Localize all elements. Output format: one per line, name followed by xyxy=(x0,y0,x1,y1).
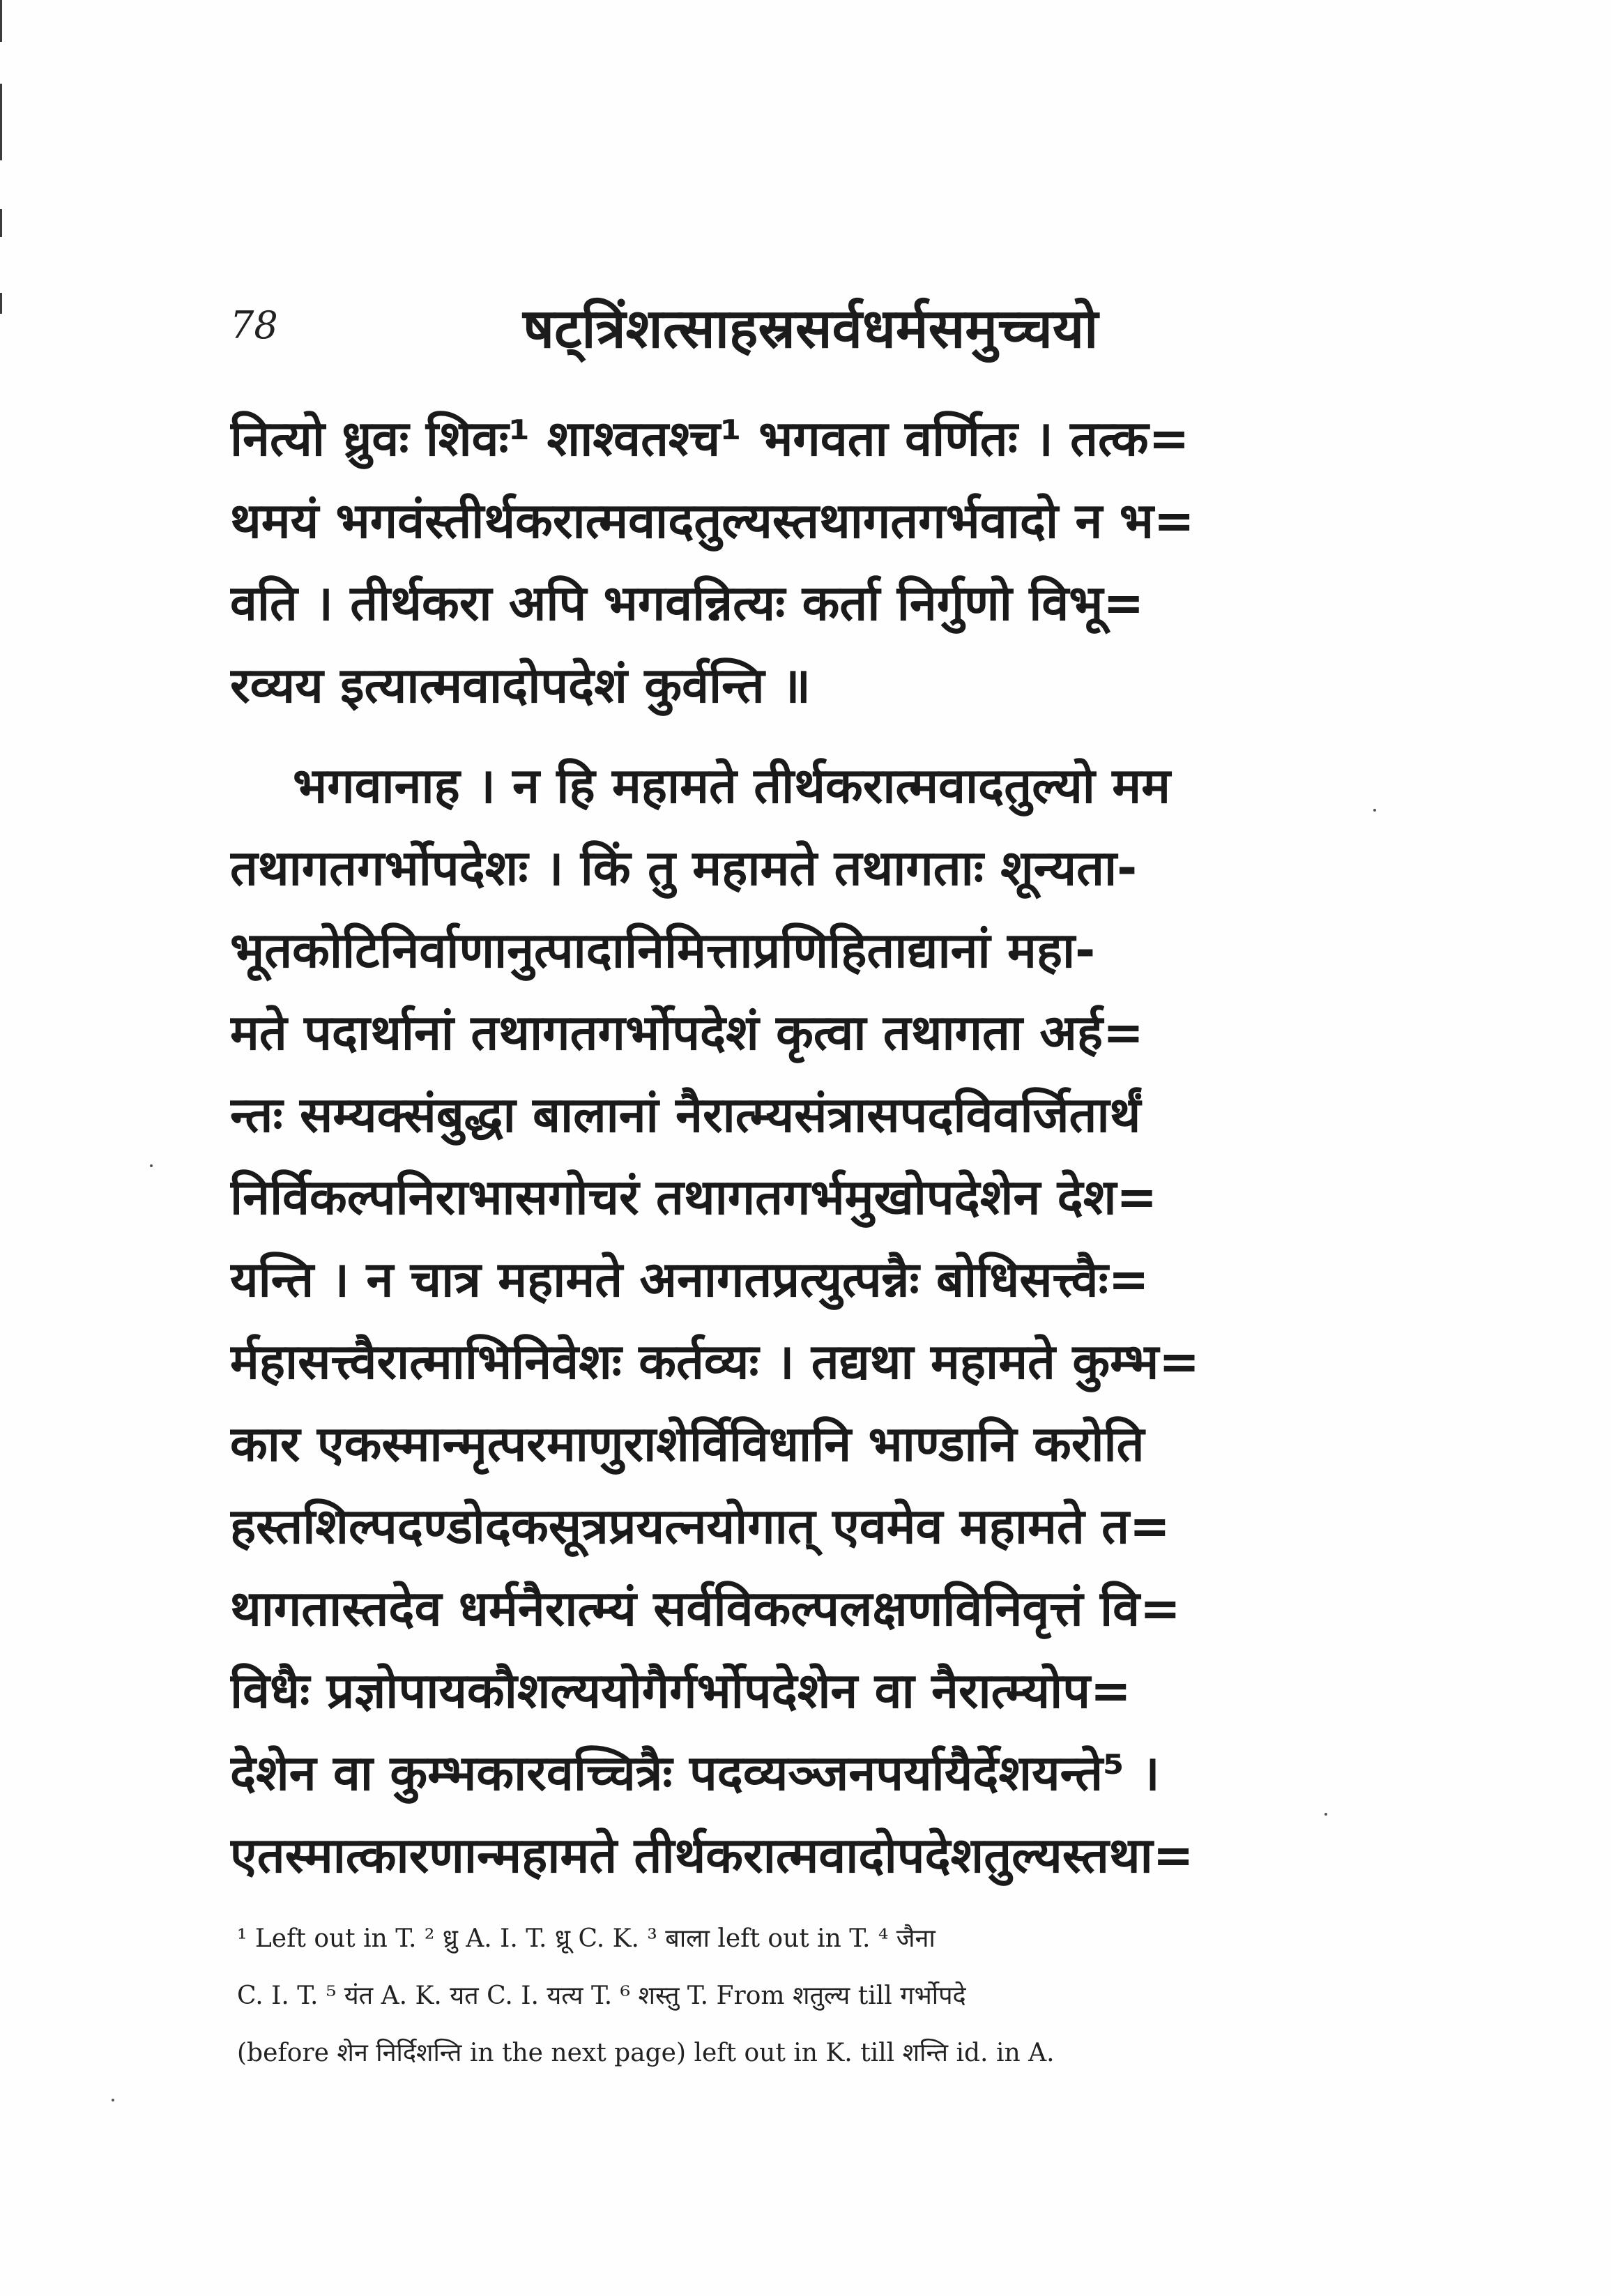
paragraph-start-line: भगवानाह । न हि महामते तीर्थकरात्मवादतुल्यो मम xyxy=(293,757,1171,814)
text-line: कार एकस्मान्मृत्परमाणुराशेर्विविधानि भाण्डानि करोति xyxy=(230,1415,1145,1473)
text-line: यन्ति । न चात्र महामते अनागतप्रत्युत्पन्नैः बोधिसत्त्वैः= xyxy=(230,1251,1150,1308)
scan-edge-mark xyxy=(0,0,2,42)
text-line: वति । तीर्थकरा अपि भगवन्नित्यः कर्ता निर्गुणो विभू= xyxy=(230,575,1145,632)
text-line: भूतकोटिनिर्वाणानुत्पादानिमित्ताप्रणिहिताद्यानां महा- xyxy=(230,922,1096,979)
text-line: थमयं भगवंस्तीर्थकरात्मवादतुल्यस्तथागतगर्भवादो न भ= xyxy=(230,492,1195,549)
text-line: नित्यो ध्रुवः शिवः¹ शाश्वतश्च¹ भगवता वर्णितः । तत्क= xyxy=(230,410,1190,467)
text-line: मते पदार्थानां तथागतगर्भोपदेशं कृत्वा तथागता अर्ह= xyxy=(230,1004,1144,1061)
text-line: एतस्मात्कारणान्महामते तीर्थकरात्मवादोपदेशतुल्यस्तथा= xyxy=(230,1827,1194,1884)
text-line: न्तः सम्यक्संबुद्धा बालानां नैरात्म्यसंत्रासपदविवर्जितार्थं xyxy=(230,1086,1141,1143)
scan-edge-mark xyxy=(0,293,2,314)
scan-edge-mark xyxy=(0,209,2,237)
text-line: हस्तशिल्पदण्डोदकसूत्रप्रयत्नयोगात् एवमेव महामते त= xyxy=(230,1498,1170,1555)
footnote-line: C. I. T. ⁵ यंत A. K. यत C. I. यत्य T. ⁶ शस्तु T. From शतुल्य till गर्भोपदे xyxy=(237,1982,966,2010)
scan-edge-mark xyxy=(0,84,2,160)
text-line: रव्यय इत्यात्मवादोपदेशं कुर्वन्ति ॥ xyxy=(230,657,811,714)
footnote-line: (before शेन निर्दिशन्ति in the next page) left out in K. till शन्ति id. in A. xyxy=(237,2039,1055,2067)
text-line: र्महासत्त्वैरात्माभिनिवेशः कर्तव्यः । तद्यथा महामते कुम्भ= xyxy=(230,1333,1200,1390)
text-line: थागतास्तदेव धर्मनैरात्म्यं सर्वविकल्पलक्षणविनिवृत्तं वि= xyxy=(230,1580,1181,1637)
print-speck xyxy=(112,2099,114,2101)
running-title: षट्त्रिंशत्साहस्रसर्वधर्मसमुच्चयो xyxy=(523,298,1099,360)
footnote-line: ¹ Left out in T. ² ध्रु A. I. T. ध्रू C. K. ³ बाला left out in T. ⁴ जैना xyxy=(237,1924,936,1953)
page-number: 78 xyxy=(230,303,278,347)
text-line: निर्विकल्पनिराभासगोचरं तथागतगर्भमुखोपदेशेन देश= xyxy=(230,1169,1158,1226)
page-header xyxy=(230,289,1415,380)
text-line: देशेन वा कुम्भकारवच्चित्रैः पदव्यञ्जनपर्यायैर्देशयन्ते⁵ । xyxy=(230,1744,1160,1802)
text-line: तथागतगर्भोपदेशः । किं तु महामते तथागताः शून्यता- xyxy=(230,839,1138,897)
print-speck xyxy=(150,1164,153,1167)
text-line: विधैः प्रज्ञोपायकौशल्ययोगैर्गर्भोपदेशेन वा नैरात्म्योप= xyxy=(230,1662,1131,1719)
footnotes xyxy=(237,1910,1422,2082)
sanskrit-body xyxy=(230,397,1415,1896)
